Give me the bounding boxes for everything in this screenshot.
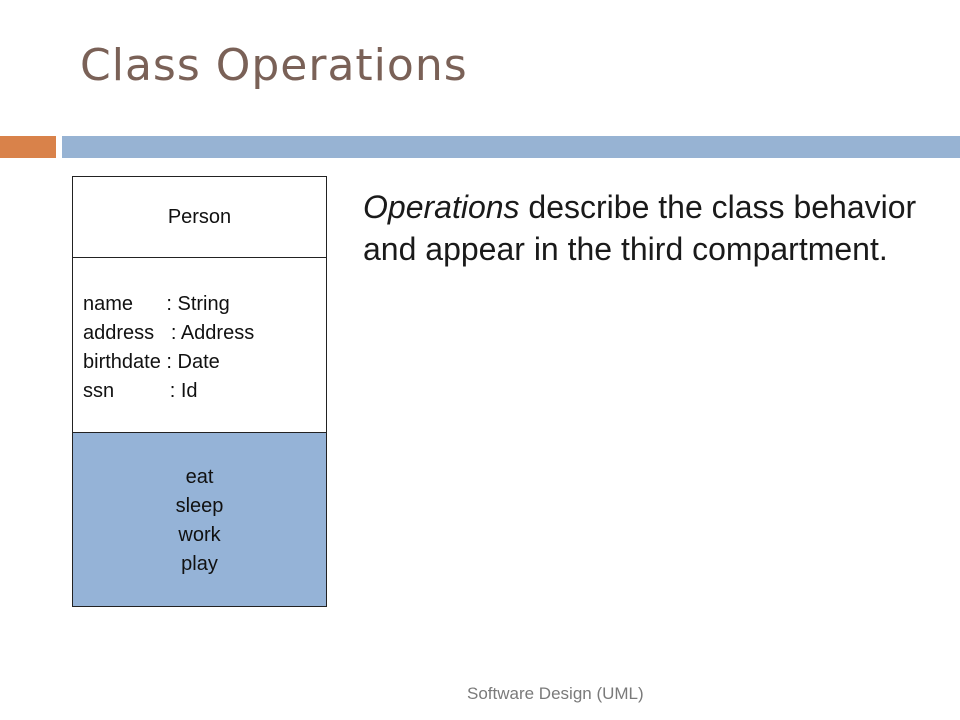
attribute-name: ssn [83,380,170,402]
slide-title: Class Operations [80,40,468,91]
attribute-row [83,319,326,348]
attribute-row [83,290,326,319]
attribute-type: : Address [170,322,255,344]
attributes-compartment [73,258,326,433]
title-accent-bar [0,136,56,158]
operation-item: sleep [175,495,224,517]
operations-compartment [73,433,326,606]
attribute-name: birthdate [83,351,167,373]
attribute-row [83,377,326,406]
attribute-type: : String [166,293,230,315]
attribute-type: : Id [169,380,198,402]
operation-item: play [181,553,218,575]
attribute-type: : Date [166,351,220,373]
class-name: Person [167,205,232,228]
description-emphasis: Operations [363,189,520,225]
operation-item: eat [185,466,214,488]
class-name-compartment [73,177,326,258]
title-divider-bar [62,136,960,158]
attribute-row [83,348,326,377]
uml-class-box [72,176,327,607]
description-rest: describe the class behavior and appear in the third compartment. [363,189,917,267]
attribute-name: address [83,322,171,344]
operation-item: work [178,524,221,546]
slide-footer: Software Design (UML) [467,684,644,703]
attribute-name: name [83,293,167,315]
description-text [363,186,923,270]
